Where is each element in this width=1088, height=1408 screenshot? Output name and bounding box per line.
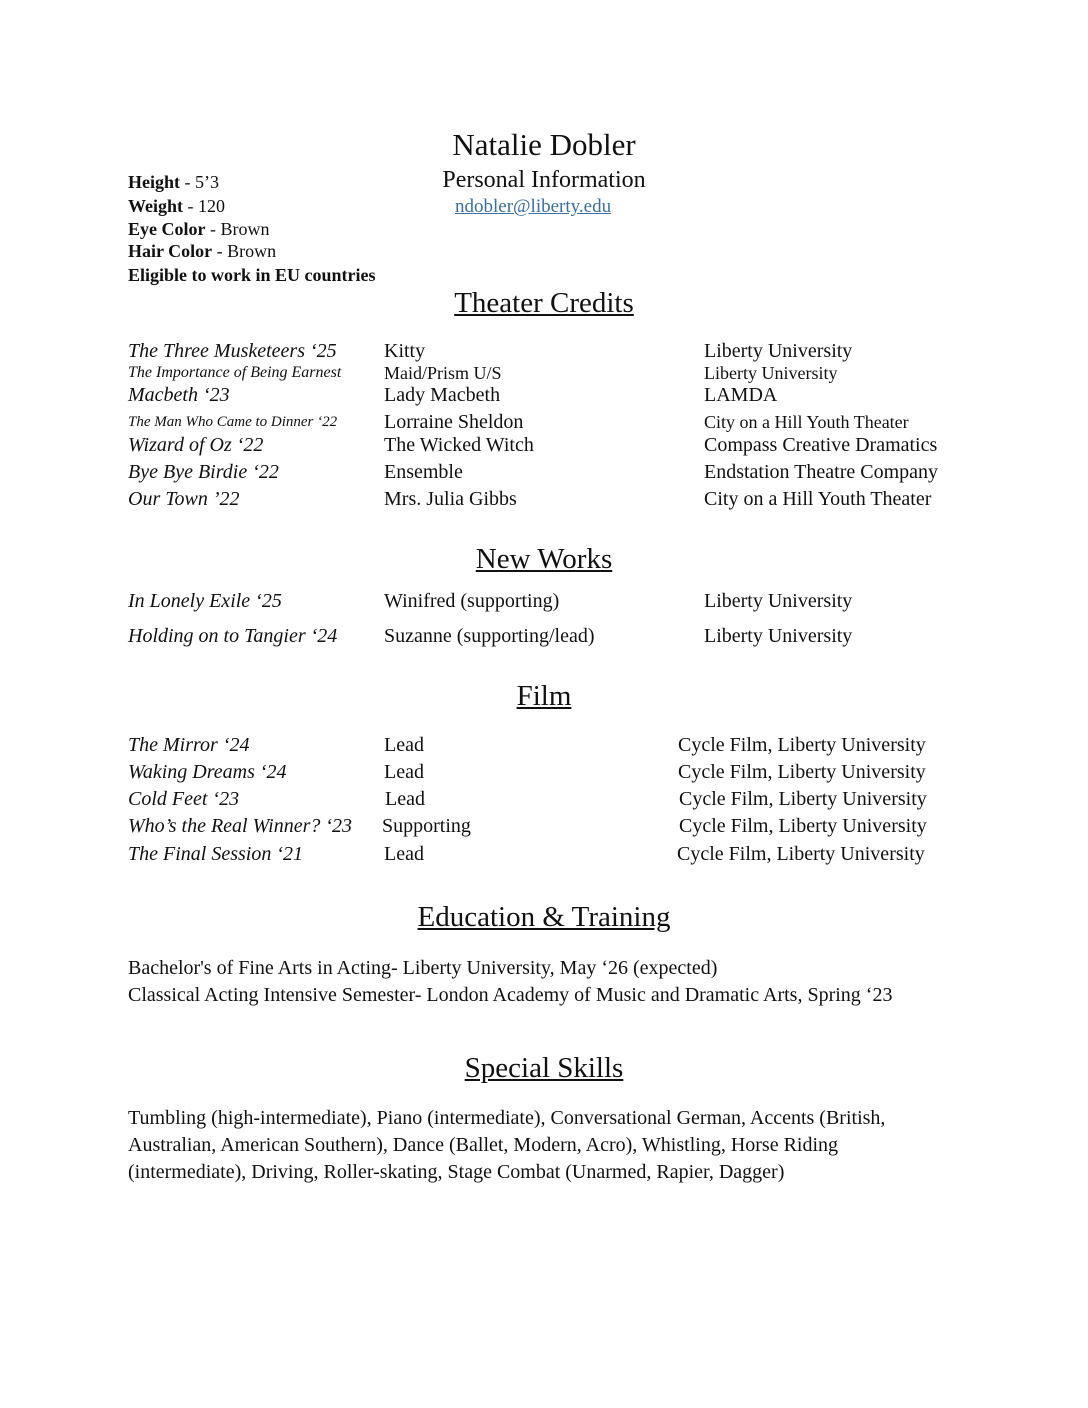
credit-title: Holding on to Tangier ‘24 xyxy=(128,625,338,647)
credit-company: City on a Hill Youth Theater xyxy=(704,412,909,432)
stat-label: Hair Color xyxy=(128,241,213,261)
credit-title: Our Town ’22 xyxy=(128,488,240,510)
credit-role: The Wicked Witch xyxy=(384,434,534,456)
stat-label: Height xyxy=(128,172,180,192)
stat-weight xyxy=(128,195,225,217)
credit-title: The Mirror ‘24 xyxy=(128,734,250,756)
stat-label: Eligible to work in EU countries xyxy=(128,265,376,285)
credit-role: Lead xyxy=(384,734,424,756)
theater-row xyxy=(0,488,1088,514)
credit-role: Mrs. Julia Gibbs xyxy=(384,488,517,510)
email-link[interactable]: ndobler@liberty.edu xyxy=(455,196,612,217)
resume-name: Natalie Dobler xyxy=(452,127,636,162)
credit-company: Liberty University xyxy=(704,590,853,612)
credit-role: Maid/Prism U/S xyxy=(384,363,502,383)
credit-role: Lead xyxy=(384,843,424,865)
credit-role: Lead xyxy=(385,788,425,810)
credit-company: Cycle Film, Liberty University xyxy=(677,843,925,865)
film-row xyxy=(0,788,1088,814)
stat-value: - 120 xyxy=(183,196,226,216)
credit-company: Endstation Theatre Company xyxy=(704,461,939,483)
credit-company: Cycle Film, Liberty University xyxy=(679,788,927,810)
credit-company: Liberty University xyxy=(704,625,853,647)
credit-company: Liberty University xyxy=(704,340,853,362)
credit-title: Macbeth ‘23 xyxy=(128,384,230,406)
credit-company: Cycle Film, Liberty University xyxy=(679,815,927,837)
credit-company: Liberty University xyxy=(704,363,838,383)
skills-line: (intermediate), Driving, Roller-skating, Stage Combat (Unarmed, Rapier, Dagger) xyxy=(128,1161,785,1183)
skills-line: Australian, American Southern), Dance (Ballet, Modern, Acro), Whistling, Horse Riding xyxy=(128,1134,839,1156)
credit-title: Waking Dreams ‘24 xyxy=(128,761,287,783)
credit-title: Bye Bye Birdie ‘22 xyxy=(128,461,279,483)
credit-company: Cycle Film, Liberty University xyxy=(678,734,926,756)
education-heading: Education & Training xyxy=(417,901,671,933)
credit-role: Suzanne (supporting/lead) xyxy=(384,625,595,647)
credit-title: The Final Session ‘21 xyxy=(128,843,303,865)
stat-label: Weight xyxy=(128,196,184,216)
credit-role: Winifred (supporting) xyxy=(384,590,560,612)
special-skills-heading: Special Skills xyxy=(464,1052,624,1084)
stat-height xyxy=(128,171,219,193)
film-row xyxy=(0,761,1088,787)
new-works-row xyxy=(0,590,1088,616)
stat-label: Eye Color xyxy=(128,219,206,239)
skills-line: Tumbling (high-intermediate), Piano (intermediate), Conversational German, Accents (British, xyxy=(128,1107,886,1129)
stat-value: - Brown xyxy=(212,241,277,261)
credit-company: City on a Hill Youth Theater xyxy=(704,488,932,510)
theater-row xyxy=(0,461,1088,487)
film-row xyxy=(0,734,1088,760)
stat-hair-color xyxy=(128,240,276,262)
theater-credits-heading: Theater Credits xyxy=(454,287,634,319)
education-line: Classical Acting Intensive Semester- London Academy of Music and Dramatic Arts, Spring ‘23 xyxy=(128,984,893,1006)
credit-title: The Three Musketeers ‘25 xyxy=(128,340,337,362)
education-line: Bachelor's of Fine Arts in Acting- Liberty University, May ‘26 (expected) xyxy=(128,957,718,979)
film-heading: Film xyxy=(516,680,572,712)
credit-role: Kitty xyxy=(384,340,426,362)
stat-eligibility xyxy=(128,264,376,286)
credit-title: The Man Who Came to Dinner ‘22 xyxy=(128,414,338,430)
credit-role: Lady Macbeth xyxy=(384,384,501,406)
credit-title: Who’s the Real Winner? ‘23 xyxy=(128,815,353,837)
credit-company: Compass Creative Dramatics xyxy=(704,434,938,456)
stat-eye-color xyxy=(128,218,269,240)
credit-title: In Lonely Exile ‘25 xyxy=(128,590,282,612)
film-row xyxy=(0,815,1088,841)
credit-title: The Importance of Being Earnest xyxy=(128,364,342,381)
credit-title: Cold Feet ‘23 xyxy=(128,788,240,810)
credit-company: LAMDA xyxy=(704,384,778,406)
new-works-row xyxy=(0,625,1088,651)
credit-role: Lorraine Sheldon xyxy=(384,411,524,433)
stat-value: - 5’3 xyxy=(180,172,219,192)
credit-role: Ensemble xyxy=(384,461,463,483)
theater-row xyxy=(0,384,1088,410)
stat-value: - Brown xyxy=(205,219,270,239)
credit-company: Cycle Film, Liberty University xyxy=(678,761,926,783)
theater-row xyxy=(0,434,1088,460)
credit-title: Wizard of Oz ‘22 xyxy=(128,434,264,456)
credit-role: Lead xyxy=(384,761,424,783)
film-row xyxy=(0,843,1088,869)
new-works-heading: New Works xyxy=(475,543,613,575)
credit-role: Supporting xyxy=(382,815,471,837)
theater-row xyxy=(0,340,1088,366)
personal-information-label: Personal Information xyxy=(442,167,646,193)
